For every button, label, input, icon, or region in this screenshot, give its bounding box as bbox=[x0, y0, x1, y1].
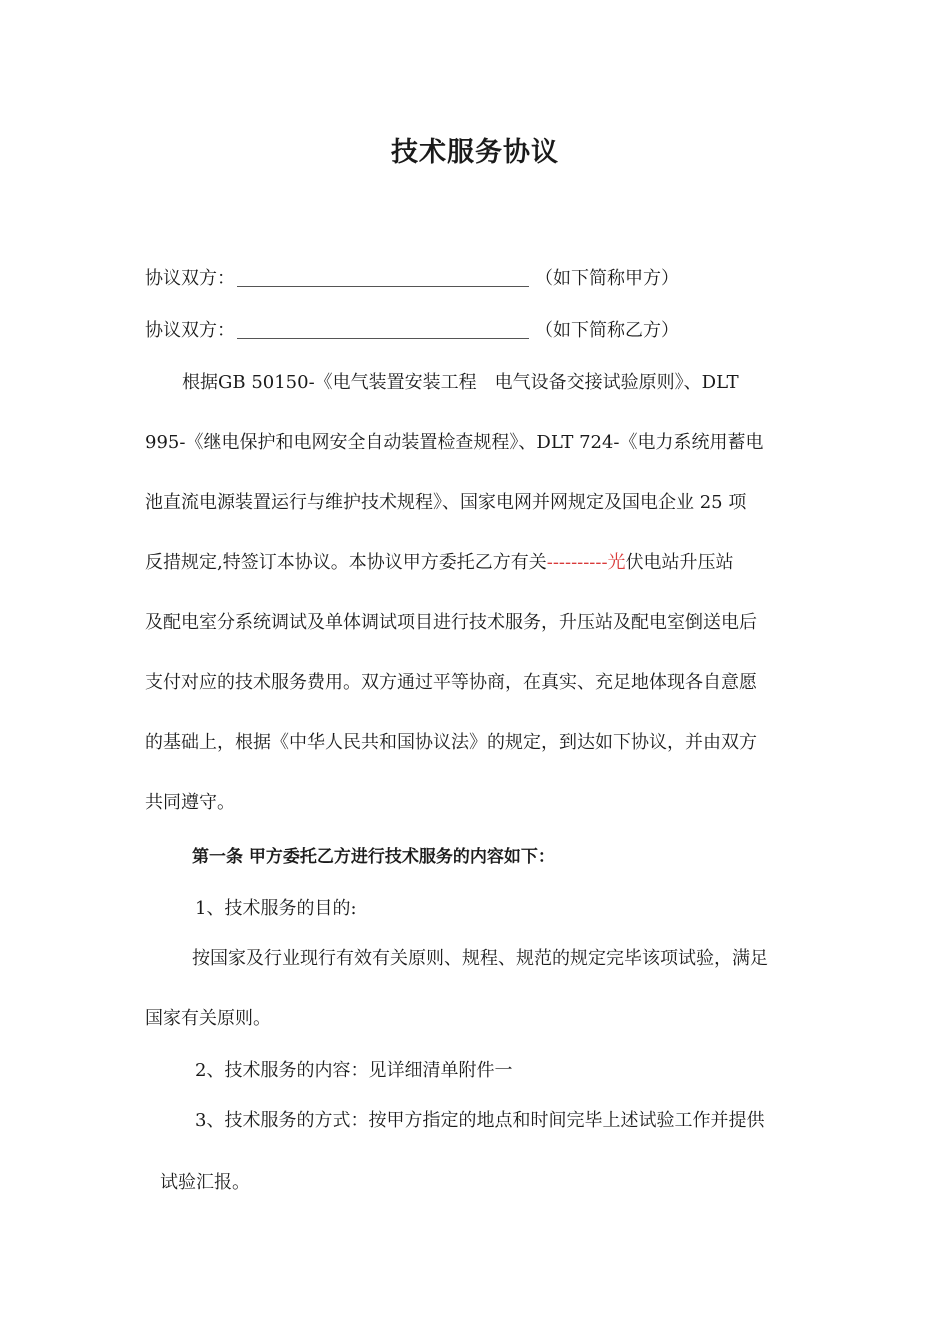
item3-text: 试验汇报。 bbox=[160, 1172, 250, 1193]
intro-line bbox=[145, 551, 734, 575]
intro-redline-text: ----------光 bbox=[546, 552, 626, 573]
party-a-suffix: （如下简称甲方） bbox=[535, 268, 679, 289]
party-b-blank bbox=[237, 320, 529, 339]
intro-line: 池直流电源装置运行与维护技术规程》、国家电网并网规定及国电企业 25 项 bbox=[145, 492, 747, 513]
item3-text: 3、技术服务的方式：按甲方指定的地点和时间完毕上述试验工作并提供 bbox=[195, 1110, 765, 1131]
party-a-blank bbox=[237, 268, 529, 287]
item1-text: 国家有关原则。 bbox=[145, 1008, 271, 1029]
intro-line: 及配电室分系统调试及单体调试项目进行技术服务，升压站及配电室倒送电后 bbox=[145, 612, 757, 633]
document-title: 技术服务协议 bbox=[391, 137, 559, 168]
party-a-line bbox=[145, 267, 679, 291]
party-a-label: 协议双方： bbox=[145, 268, 235, 289]
item1-text: 按国家及行业现行有效有关原则、规程、规范的规定完毕该项试验，满足 bbox=[192, 948, 768, 969]
item1-label: 1、技术服务的目的: bbox=[195, 898, 357, 919]
intro-text: 反措规定,特签订本协议。本协议甲方委托乙方有关 bbox=[145, 552, 547, 573]
intro-line: 的基础上，根据《中华人民共和国协议法》的规定，到达如下协议，并由双方 bbox=[145, 732, 757, 753]
party-b-suffix: （如下简称乙方） bbox=[535, 320, 679, 341]
intro-text: 伏电站升压站 bbox=[625, 552, 734, 573]
article1-heading: 第一条 甲方委托乙方进行技术服务的内容如下： bbox=[192, 847, 555, 867]
party-b-line bbox=[145, 319, 679, 343]
intro-line: 支付对应的技术服务费用。双方通过平等协商，在真实、充足地体现各自意愿 bbox=[145, 672, 757, 693]
party-b-label: 协议双方： bbox=[145, 320, 235, 341]
intro-line: 共同遵守。 bbox=[145, 792, 235, 813]
intro-line: 根据GB 50150-《电气装置安装工程 电气设备交接试验原则》、DLT bbox=[182, 372, 739, 393]
intro-line: 995-《继电保护和电网安全自动装置检查规程》、DLT 724-《电力系统用蓄电 bbox=[145, 432, 764, 453]
item2-text: 2、技术服务的内容：见详细清单附件一 bbox=[195, 1060, 513, 1081]
